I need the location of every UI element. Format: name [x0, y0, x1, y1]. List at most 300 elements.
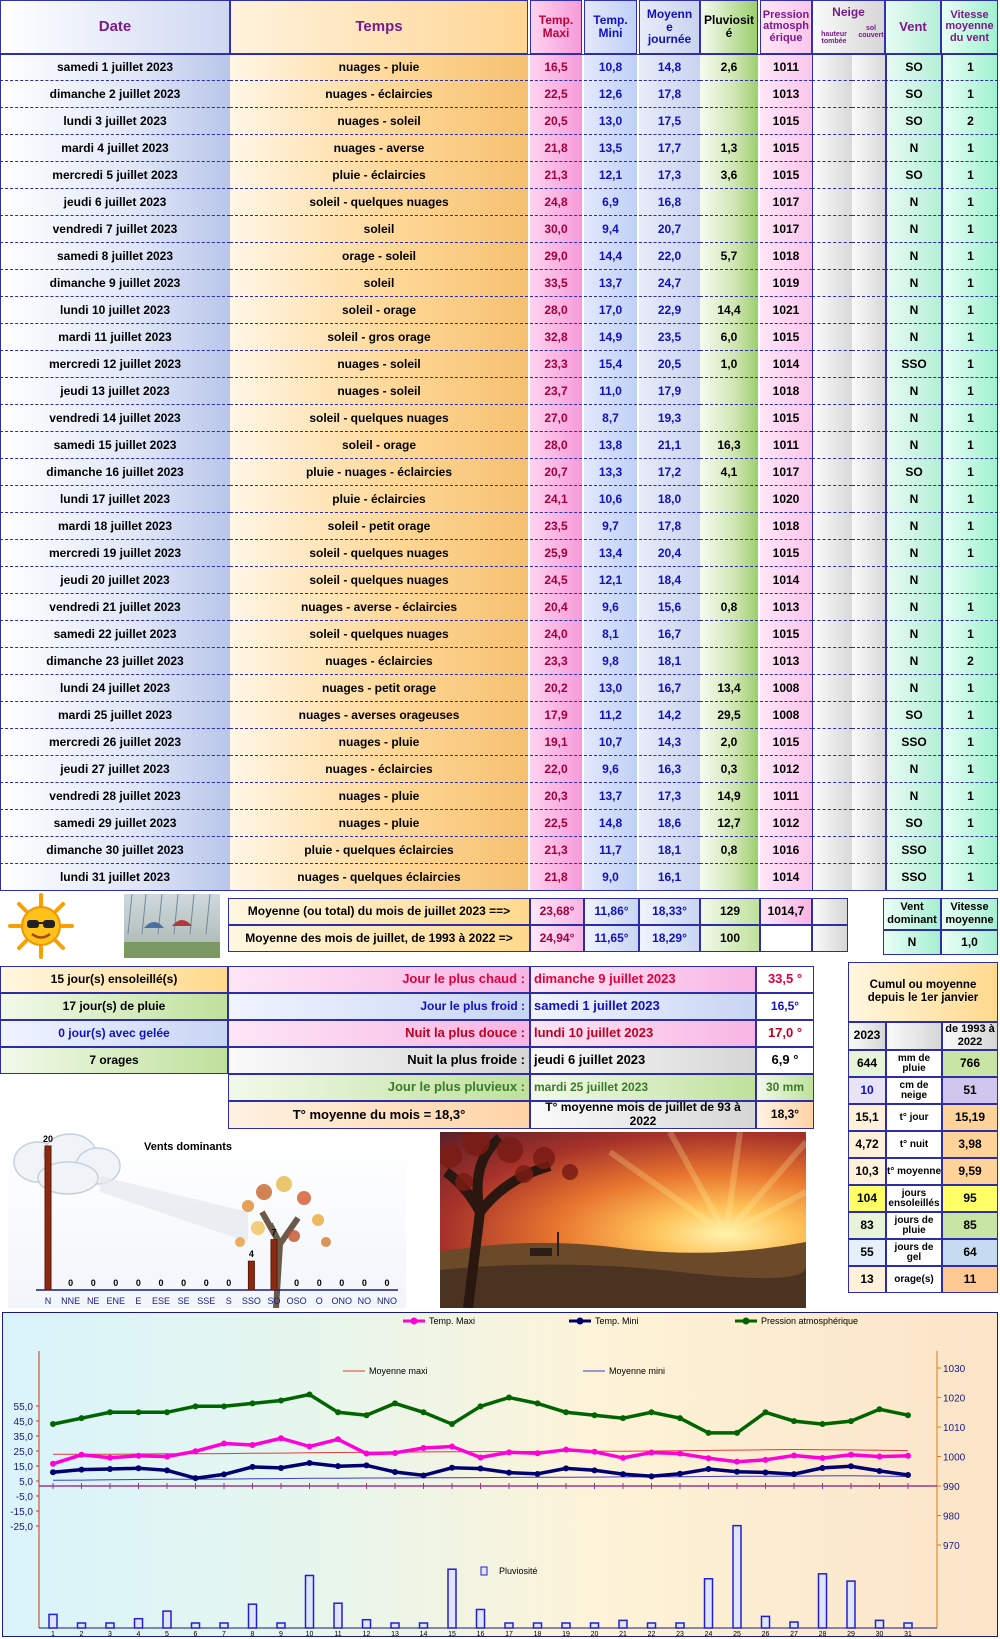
cell-vit: 1 — [941, 675, 998, 702]
wind-bar-SSO — [248, 1261, 254, 1290]
month-total-pluv: 129 — [700, 898, 760, 925]
record-mildest-night-label: Nuit la plus douce : — [228, 1020, 530, 1047]
cell-date: mardi 11 juillet 2023 — [0, 324, 230, 351]
temp-mini-point — [193, 1475, 199, 1481]
vent-dominant-value: N — [883, 930, 941, 955]
cell-pres: 1013 — [760, 81, 812, 108]
temp-mini-point — [649, 1473, 655, 1479]
cell-min: 13,4 — [584, 540, 637, 567]
cell-vit: 1 — [941, 162, 998, 189]
cell-neige — [812, 324, 852, 351]
hist-average-max: 24,94° — [530, 925, 584, 952]
header-pluviosite: Pluviosit é — [700, 0, 758, 54]
cell-pres: 1021 — [760, 297, 812, 324]
header-date: Date — [0, 0, 230, 54]
cell-neige — [852, 135, 885, 162]
temp-maxi-point — [706, 1455, 712, 1461]
cell-neige — [812, 864, 852, 891]
x-tick-label: 9 — [279, 1631, 283, 1637]
x-tick-label: 29 — [847, 1631, 855, 1637]
left-tick-label: -5,0 — [15, 1492, 33, 1503]
x-tick-label: 30 — [875, 1631, 884, 1637]
cell-vit: 1 — [941, 540, 998, 567]
temp-mini-point — [877, 1468, 883, 1474]
temp-mini-point — [364, 1462, 370, 1468]
hist-mean-temp-label: T° moyenne mois de juillet de 93 à 2022 — [530, 1101, 756, 1129]
cell-pres: 1015 — [760, 540, 812, 567]
x-tick-label: 8 — [250, 1631, 255, 1637]
cell-neige — [812, 54, 852, 81]
table-row — [0, 540, 998, 567]
cell-temps: nuages - soleil — [230, 108, 528, 135]
cell-date: mardi 18 juillet 2023 — [0, 513, 230, 540]
cell-vent: N — [885, 270, 941, 297]
cell-temps: nuages - soleil — [230, 378, 528, 405]
cell-moy: 22,9 — [639, 297, 700, 324]
cell-neige — [852, 621, 885, 648]
cell-max: 20,2 — [530, 675, 582, 702]
pluviosite-bar — [705, 1579, 713, 1628]
cell-moy: 17,3 — [639, 162, 700, 189]
x-tick-label: 26 — [761, 1631, 770, 1637]
cumul-value-hist: 95 — [942, 1185, 998, 1212]
cell-date: samedi 29 juillet 2023 — [0, 810, 230, 837]
cumul-value-hist: 766 — [942, 1050, 998, 1077]
count-frost: 0 jour(s) avec gelée — [0, 1020, 228, 1047]
cell-date: dimanche 2 juillet 2023 — [0, 81, 230, 108]
sunset-tree-image — [440, 1132, 806, 1308]
cell-pres: 1019 — [760, 270, 812, 297]
cell-neige — [812, 162, 852, 189]
cell-max: 29,0 — [530, 243, 582, 270]
cell-temps: soleil - orage — [230, 432, 528, 459]
legend-marker — [411, 1318, 418, 1325]
temp-maxi-point — [620, 1455, 626, 1461]
x-tick-label: 19 — [562, 1631, 570, 1637]
wind-value-label: 0 — [339, 1278, 345, 1288]
cell-temps: pluie - nuages - éclaircies — [230, 459, 528, 486]
cell-vit: 1 — [941, 135, 998, 162]
cell-pres: 1011 — [760, 54, 812, 81]
cell-max: 19,1 — [530, 729, 582, 756]
hist-average-min: 11,65° — [584, 925, 639, 952]
cell-vent: SSO — [885, 837, 941, 864]
wind-value-label: 0 — [294, 1278, 300, 1288]
right-tick-label: 970 — [943, 1541, 960, 1552]
cell-date: lundi 10 juillet 2023 — [0, 297, 230, 324]
cell-temps: soleil - petit orage — [230, 513, 528, 540]
cell-vent: SO — [885, 81, 941, 108]
x-tick-label: 17 — [505, 1631, 513, 1637]
temp-maxi-point — [592, 1449, 598, 1455]
temp-mini-point — [763, 1469, 769, 1475]
pluviosite-bar — [391, 1623, 399, 1628]
cell-pluv — [700, 405, 758, 432]
cell-moy: 23,5 — [639, 324, 700, 351]
cell-max: 28,0 — [530, 297, 582, 324]
cell-neige — [812, 486, 852, 513]
pluviosite-bar — [676, 1623, 684, 1628]
left-tick-label: 15,0 — [13, 1462, 33, 1473]
cell-vent: N — [885, 135, 941, 162]
cumul-label: jours de gel — [886, 1239, 942, 1266]
temp-maxi-point — [877, 1454, 883, 1460]
right-tick-label: 1010 — [943, 1423, 966, 1434]
temp-maxi-point — [307, 1444, 313, 1450]
wind-value-label: 4 — [248, 1249, 254, 1260]
cell-moy: 17,9 — [639, 378, 700, 405]
month-average-max: 23,68° — [530, 898, 584, 925]
cell-pluv — [700, 621, 758, 648]
temp-mini-point — [250, 1464, 256, 1470]
temp-maxi-point — [364, 1451, 370, 1457]
pression-point — [506, 1395, 512, 1401]
table-row — [0, 648, 998, 675]
pression-point — [848, 1418, 854, 1424]
cell-moy: 17,3 — [639, 783, 700, 810]
cell-pres: 1015 — [760, 621, 812, 648]
cell-temps: soleil — [230, 216, 528, 243]
count-rain: 17 jour(s) de pluie — [0, 993, 228, 1020]
table-row — [0, 297, 998, 324]
cell-neige — [812, 729, 852, 756]
wind-dir-label: S — [225, 1296, 232, 1306]
cell-neige — [812, 81, 852, 108]
cell-pluv: 1,0 — [700, 351, 758, 378]
cell-min: 14,4 — [584, 243, 637, 270]
record-rainiest-value: 30 mm — [756, 1074, 814, 1101]
cumul-value-2023: 644 — [848, 1050, 886, 1077]
cell-moy: 16,3 — [639, 756, 700, 783]
wind-dir-label: NO — [357, 1296, 372, 1306]
header-temp-min: Temp. Mini — [584, 0, 637, 54]
wind-value-label: 7 — [271, 1227, 277, 1238]
cell-vit: 2 — [941, 108, 998, 135]
pression-point — [791, 1418, 797, 1424]
cell-moy: 15,6 — [639, 594, 700, 621]
cell-vent: N — [885, 648, 941, 675]
temp-maxi-point — [905, 1453, 911, 1459]
cell-vit: 1 — [941, 432, 998, 459]
cell-vit: 1 — [941, 405, 998, 432]
cell-max: 27,0 — [530, 405, 582, 432]
cell-moy: 17,7 — [639, 135, 700, 162]
cell-temps: nuages - pluie — [230, 729, 528, 756]
temp-maxi-point — [848, 1452, 854, 1458]
table-row — [0, 486, 998, 513]
temp-mini-point — [221, 1471, 227, 1477]
temp-mini-point — [50, 1469, 56, 1475]
temp-maxi-point — [421, 1445, 427, 1451]
cell-pluv: 0,3 — [700, 756, 758, 783]
pluviosite-bar — [847, 1581, 855, 1628]
temp-maxi-point — [79, 1452, 85, 1458]
hist-average-moy: 18,29° — [639, 925, 700, 952]
left-tick-label: 45,0 — [13, 1417, 33, 1428]
temp-maxi-point — [335, 1436, 341, 1442]
pression-point — [763, 1409, 769, 1415]
temp-mini-point — [820, 1465, 826, 1471]
record-hottest-value: 33,5 ° — [756, 966, 814, 993]
cell-temps: soleil - gros orage — [230, 324, 528, 351]
wind-dir-label: ENE — [106, 1296, 126, 1306]
cell-neige — [812, 810, 852, 837]
cell-temps: nuages - averse - éclaircies — [230, 594, 528, 621]
cell-moy: 18,4 — [639, 567, 700, 594]
legend-marker — [743, 1318, 750, 1325]
header-neige: Neige hauteur tombée sol couvert — [812, 0, 885, 54]
cell-neige — [852, 81, 885, 108]
header-vitesse: Vitesse moyenne du vent — [941, 0, 998, 54]
cell-moy: 21,1 — [639, 432, 700, 459]
right-tick-label: 980 — [943, 1511, 960, 1523]
header-neige-hauteur: hauteur tombée — [821, 31, 847, 46]
pluviosite-bar — [505, 1623, 513, 1628]
cell-min: 13,3 — [584, 459, 637, 486]
record-mildest-night-date: lundi 10 juillet 2023 — [530, 1020, 756, 1047]
table-row — [0, 864, 998, 891]
cell-moy: 16,8 — [639, 189, 700, 216]
wind-value-label: 0 — [226, 1278, 232, 1288]
table-row — [0, 513, 998, 540]
table-row — [0, 378, 998, 405]
cell-vit: 1 — [941, 378, 998, 405]
cell-vent: N — [885, 540, 941, 567]
cell-pres: 1014 — [760, 567, 812, 594]
pression-point — [535, 1400, 541, 1406]
wind-gust-decoration — [100, 1176, 248, 1242]
cell-vit: 1 — [941, 513, 998, 540]
pression-point — [478, 1403, 484, 1409]
x-tick-label: 12 — [362, 1631, 371, 1637]
cell-vent: N — [885, 567, 941, 594]
cell-vent: SO — [885, 108, 941, 135]
pluviosite-bar — [876, 1620, 884, 1628]
cell-min: 9,6 — [584, 594, 637, 621]
cell-vit: 1 — [941, 189, 998, 216]
cell-date: dimanche 30 juillet 2023 — [0, 837, 230, 864]
table-row — [0, 81, 998, 108]
cell-pres: 1020 — [760, 486, 812, 513]
temp-maxi-point — [107, 1455, 113, 1461]
legend-label: Temp. Mini — [595, 1316, 639, 1326]
x-tick-label: 2 — [79, 1631, 84, 1637]
cell-vit: 1 — [941, 486, 998, 513]
temp-mini-point — [734, 1469, 740, 1475]
table-row — [0, 459, 998, 486]
cell-neige — [852, 783, 885, 810]
cumul-col-2023: 2023 — [848, 1022, 886, 1050]
cell-pres: 1015 — [760, 729, 812, 756]
cell-pres: 1012 — [760, 810, 812, 837]
x-tick-label: 31 — [904, 1631, 912, 1637]
cell-date: lundi 31 juillet 2023 — [0, 864, 230, 891]
cell-neige — [812, 459, 852, 486]
x-tick-label: 6 — [193, 1631, 198, 1637]
temp-maxi-point — [478, 1454, 484, 1460]
x-tick-label: 14 — [419, 1631, 428, 1637]
wind-dir-label: SO — [267, 1296, 281, 1306]
cell-max: 20,5 — [530, 108, 582, 135]
cell-neige — [852, 108, 885, 135]
x-tick-label: 24 — [704, 1631, 713, 1637]
cell-min: 8,1 — [584, 621, 637, 648]
x-tick-label: 22 — [647, 1631, 656, 1637]
right-tick-label: 1020 — [943, 1393, 966, 1405]
cell-neige — [852, 810, 885, 837]
cell-pres: 1016 — [760, 837, 812, 864]
cell-neige — [852, 216, 885, 243]
cell-max: 24,5 — [530, 567, 582, 594]
pluviosite-bar — [448, 1569, 456, 1628]
cell-min: 14,9 — [584, 324, 637, 351]
cell-pluv — [700, 81, 758, 108]
cell-vent: N — [885, 432, 941, 459]
pluviosite-bar — [534, 1623, 542, 1628]
temp-mini-point — [563, 1465, 569, 1471]
record-coldest-label: Jour le plus froid : — [228, 993, 530, 1020]
left-tick-label: -25,0 — [10, 1522, 33, 1533]
cell-pres: 1017 — [760, 216, 812, 243]
cell-pluv: 0,8 — [700, 837, 758, 864]
x-tick-label: 18 — [533, 1631, 542, 1637]
temp-mini-point — [478, 1466, 484, 1472]
table-row — [0, 189, 998, 216]
cell-temps: nuages - pluie — [230, 810, 528, 837]
wind-dir-label: ESE — [151, 1296, 171, 1306]
cell-moy: 14,8 — [639, 54, 700, 81]
cell-neige — [852, 594, 885, 621]
cell-date: jeudi 27 juillet 2023 — [0, 756, 230, 783]
vent-dominant-label: Vent dominant — [883, 898, 941, 930]
wind-dir-label: SE — [177, 1296, 190, 1306]
pluviosite-bar — [762, 1616, 770, 1628]
cell-temps: nuages - soleil — [230, 351, 528, 378]
cell-vit: 2 — [941, 648, 998, 675]
cell-moy: 16,7 — [639, 621, 700, 648]
cell-neige — [852, 405, 885, 432]
cell-moy: 20,7 — [639, 216, 700, 243]
cell-neige — [812, 378, 852, 405]
cell-pres: 1014 — [760, 864, 812, 891]
cell-max: 33,5 — [530, 270, 582, 297]
cell-moy: 18,1 — [639, 648, 700, 675]
cell-pluv: 5,7 — [700, 243, 758, 270]
temp-mini-point — [706, 1466, 712, 1472]
cell-vent: SO — [885, 54, 941, 81]
table-row — [0, 54, 998, 81]
cell-vit: 1 — [941, 216, 998, 243]
rain-umbrella-image — [124, 894, 220, 958]
cell-date: jeudi 20 juillet 2023 — [0, 567, 230, 594]
cell-neige — [812, 405, 852, 432]
cell-pres: 1011 — [760, 783, 812, 810]
temp-maxi-point — [763, 1457, 769, 1463]
cell-neige — [852, 243, 885, 270]
cell-max: 22,0 — [530, 756, 582, 783]
pression-point — [563, 1409, 569, 1415]
cell-temps: soleil - quelques nuages — [230, 567, 528, 594]
temp-maxi-point — [677, 1451, 683, 1457]
temp-maxi-point — [820, 1455, 826, 1461]
cell-min: 6,9 — [584, 189, 637, 216]
cell-neige — [852, 756, 885, 783]
cell-temps: nuages - éclaircies — [230, 81, 528, 108]
table-row — [0, 108, 998, 135]
cell-neige — [852, 540, 885, 567]
cell-min: 10,6 — [584, 486, 637, 513]
cell-min: 13,0 — [584, 108, 637, 135]
temp-maxi-point — [221, 1441, 227, 1447]
cell-date: jeudi 6 juillet 2023 — [0, 189, 230, 216]
pluviosite-bar — [220, 1623, 228, 1628]
month-average-min: 11,86° — [584, 898, 639, 925]
cumul-col-spacer — [886, 1022, 942, 1050]
temp-maxi-point — [50, 1461, 56, 1467]
pression-point — [79, 1415, 85, 1421]
cell-temps: soleil - quelques nuages — [230, 405, 528, 432]
cell-pres: 1014 — [760, 351, 812, 378]
cell-pres: 1013 — [760, 594, 812, 621]
right-tick-label: 1030 — [943, 1364, 966, 1375]
cumul-value-hist: 51 — [942, 1077, 998, 1104]
cell-min: 11,2 — [584, 702, 637, 729]
cumul-label: cm de neige — [886, 1077, 942, 1104]
cell-pres: 1015 — [760, 162, 812, 189]
cell-min: 14,8 — [584, 810, 637, 837]
wind-value-label: 0 — [361, 1278, 367, 1288]
cell-neige — [812, 594, 852, 621]
wind-dir-label: O — [315, 1296, 323, 1306]
cell-temps: soleil - orage — [230, 297, 528, 324]
wind-dir-label: NE — [86, 1296, 100, 1306]
table-row — [0, 270, 998, 297]
pression-point — [278, 1397, 284, 1403]
pression-point — [107, 1409, 113, 1415]
wind-dir-label: N — [44, 1296, 52, 1306]
pluviosite-bar — [106, 1623, 114, 1628]
cumul-value-2023: 10,3 — [848, 1158, 886, 1185]
cell-pluv: 2,0 — [700, 729, 758, 756]
hist-pres — [760, 925, 812, 952]
cell-max: 21,3 — [530, 162, 582, 189]
cell-neige — [812, 351, 852, 378]
cell-moy: 24,7 — [639, 270, 700, 297]
cell-max: 24,0 — [530, 621, 582, 648]
month-average-label: Moyenne (ou total) du mois de juillet 2023 ==> — [228, 898, 530, 925]
cumul-label: t° jour — [886, 1104, 942, 1131]
cell-max: 21,8 — [530, 864, 582, 891]
header-pression: Pression atmosph érique — [760, 0, 812, 54]
legend-label: Moyenne mini — [609, 1366, 666, 1376]
pluviosite-bar — [420, 1623, 428, 1628]
temp-mini-point — [107, 1466, 113, 1472]
hist-average-label: Moyenne des mois de juillet, de 1993 à 2022 => — [228, 925, 530, 952]
table-row — [0, 621, 998, 648]
temp-mini-point — [506, 1470, 512, 1476]
cell-min: 12,6 — [584, 81, 637, 108]
cell-temps: nuages - éclaircies — [230, 648, 528, 675]
cell-min: 11,7 — [584, 837, 637, 864]
pluviosite-bar — [163, 1611, 171, 1628]
pression-point — [164, 1409, 170, 1415]
cell-pluv — [700, 540, 758, 567]
x-tick-label: 23 — [676, 1631, 684, 1637]
table-row — [0, 216, 998, 243]
record-coldest-night-label: Nuit la plus froide : — [228, 1047, 530, 1074]
cumul-label: orage(s) — [886, 1266, 942, 1293]
cell-min: 8,7 — [584, 405, 637, 432]
